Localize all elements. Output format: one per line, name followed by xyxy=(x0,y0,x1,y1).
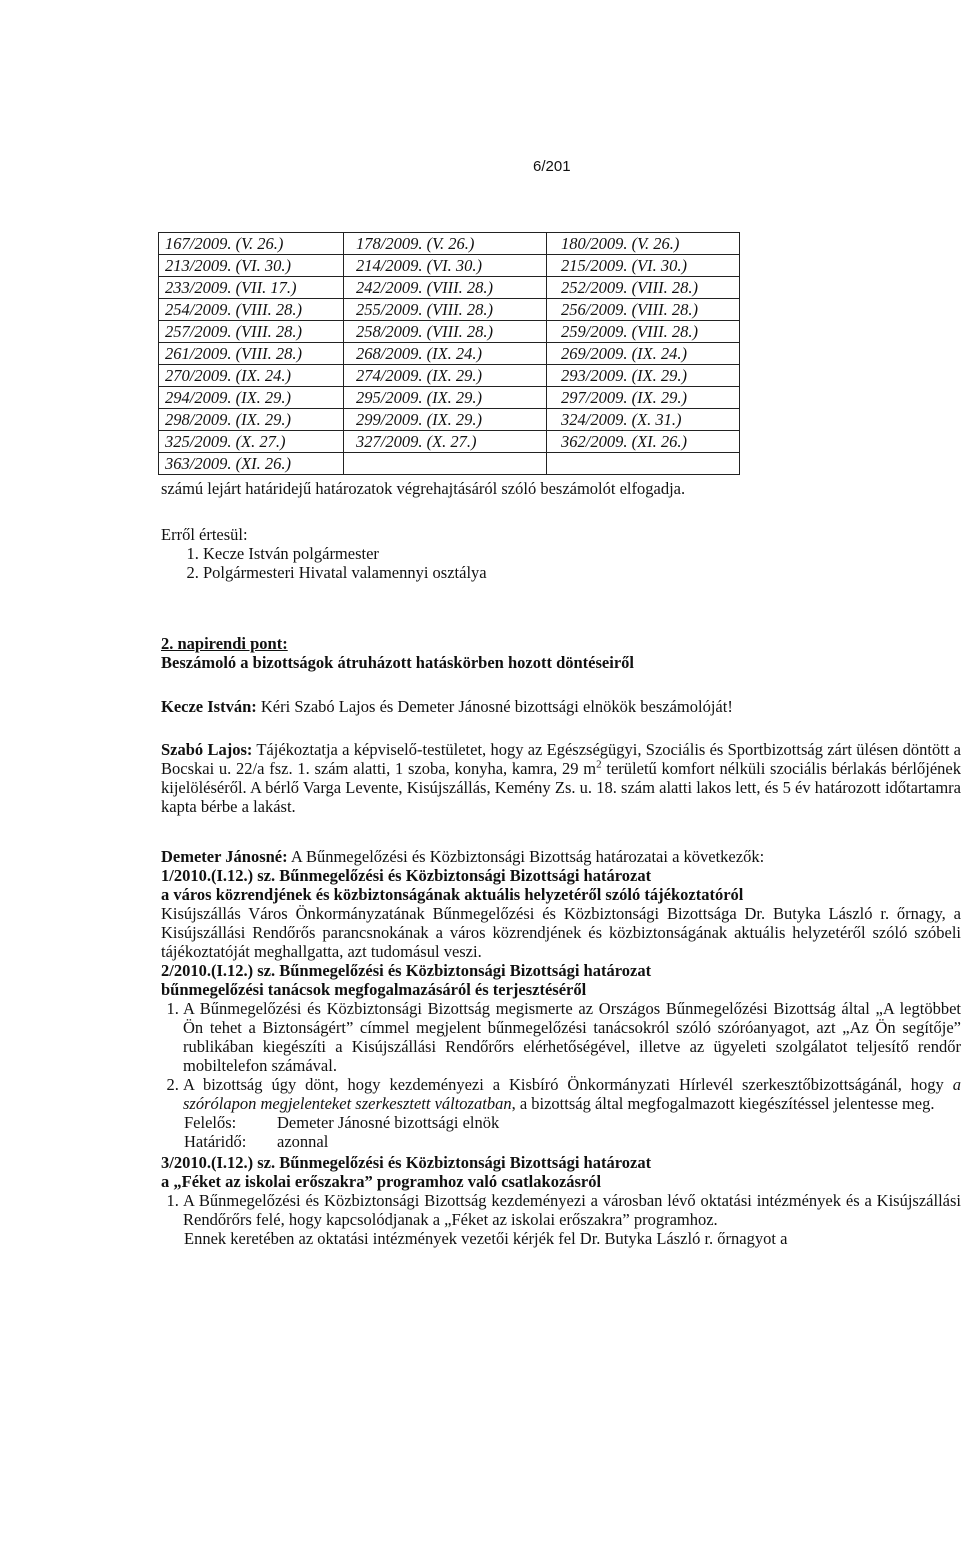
superscript: 2 xyxy=(596,758,602,771)
table-row xyxy=(159,233,740,255)
table-row xyxy=(159,343,740,365)
table-cell: 324/2009. (X. 31.) xyxy=(547,409,740,431)
table-cell: 242/2009. (VIII. 28.) xyxy=(344,277,547,299)
table-cell: 259/2009. (VIII. 28.) xyxy=(547,321,740,343)
speaker-text: A Bűnmegelőzési és Közbiztonsági Bizottság határozatai a következők: xyxy=(287,847,765,866)
resolution-1-subject: a város közrendjének és közbiztonságának aktuális helyzetéről szóló tájékoztatóról xyxy=(161,885,744,904)
table-cell: 294/2009. (IX. 29.) xyxy=(159,387,344,409)
responsible-value: Demeter Jánosné bizottsági elnök xyxy=(277,1113,500,1132)
table-cell: 180/2009. (V. 26.) xyxy=(547,233,740,255)
resolution-number: 3/2010.(I.12.) xyxy=(161,1153,254,1172)
resolution-3-subject: a „Féket az iskolai erőszakra” programhoz való csatlakozásról xyxy=(161,1172,602,1191)
table-row xyxy=(159,387,740,409)
resolution-reference-table xyxy=(158,232,740,475)
notify-item: 1. Kecze István polgármester xyxy=(203,544,961,563)
resolution-item-continuation: Ennek keretében az oktatási intézmények vezetői kérjék fel Dr. Butyka László r. őrnagyot a xyxy=(184,1229,788,1248)
resolution-number: 1/2010.(I.12.) xyxy=(161,866,254,885)
demeter-section xyxy=(161,847,961,1248)
table-row xyxy=(159,409,740,431)
table-cell: 254/2009. (VIII. 28.) xyxy=(159,299,344,321)
item-text: A bizottság úgy dönt, hogy kezdeményezi a Kisbíró Önkormányzati Hírlevél szerkesztőbizottságánál, hogy xyxy=(183,1075,953,1094)
table-cell: 327/2009. (X. 27.) xyxy=(344,431,547,453)
table-cell: 362/2009. (XI. 26.) xyxy=(547,431,740,453)
table-cell: 213/2009. (VI. 30.) xyxy=(159,255,344,277)
table-cell: 269/2009. (IX. 24.) xyxy=(547,343,740,365)
speaker-text: Tájékoztatja a képviselő-testületet, hogy az Egészségügyi, Szociális és Sportbizottság zárt ülésen döntött a Bocskai u. 22/a fsz. 1. szám alatti, 1 szoba, konyha, kamra, 29 m xyxy=(161,740,961,778)
table-cell: 274/2009. (IX. 29.) xyxy=(344,365,547,387)
table-cell xyxy=(547,453,740,475)
table-cell: 295/2009. (IX. 29.) xyxy=(344,387,547,409)
speaker-name: Kecze István: xyxy=(161,697,257,716)
table-row xyxy=(159,453,740,475)
notify-list xyxy=(161,544,961,582)
agenda-number: 2. napirendi pont: xyxy=(161,634,288,653)
table-cell: 258/2009. (VIII. 28.) xyxy=(344,321,547,343)
table-cell xyxy=(344,453,547,475)
agenda-title: Beszámoló a bizottságok átruházott hatáskörben hozott döntéseiről xyxy=(161,653,634,672)
notify-section xyxy=(161,525,961,582)
responsible-row xyxy=(161,1113,961,1151)
table-cell: 299/2009. (IX. 29.) xyxy=(344,409,547,431)
table-cell: 270/2009. (IX. 24.) xyxy=(159,365,344,387)
resolution-2-title xyxy=(161,961,961,980)
resolution-2-items xyxy=(161,999,961,1113)
resolution-item: 1. A Bűnmegelőzési és Közbiztonsági Bizottság megismerte az Országos Bűnmegelőzési Bizottság által „A legtöbbet Ön tehet a Biztonságért” címmel megjelent bűnmegelőzési tanácsokról szóló szóróanyagot, azt „Az Ön segítője” rublikában kiegészíti a Kisújszállási Rendőrőrs elérhetőségével, illetve az ügyeleti szolgálatot teljesítő rendőr mobiltelefon számával. xyxy=(183,999,961,1075)
table-cell: 252/2009. (VIII. 28.) xyxy=(547,277,740,299)
deadline-value: azonnal xyxy=(277,1132,329,1151)
table-row xyxy=(159,431,740,453)
table-cell: 293/2009. (IX. 29.) xyxy=(547,365,740,387)
speaker-text: Kéri Szabó Lajos és Demeter Jánosné bizottsági elnökök beszámolóját! xyxy=(256,697,733,716)
resolution-title: sz. Bűnmegelőzési és Közbiztonsági Bizottsági határozat xyxy=(253,1153,652,1172)
paragraph-kecze xyxy=(161,697,961,716)
table-row xyxy=(159,277,740,299)
table-cell: 257/2009. (VIII. 28.) xyxy=(159,321,344,343)
resolution-title: sz. Bűnmegelőzési és Közbiztonsági Bizottsági határozat xyxy=(253,961,652,980)
speaker-name: Demeter Jánosné: xyxy=(161,847,288,866)
table-cell: 268/2009. (IX. 24.) xyxy=(344,343,547,365)
resolution-3-items xyxy=(161,1191,961,1229)
table-cell: 167/2009. (V. 26.) xyxy=(159,233,344,255)
table-cell: 261/2009. (VIII. 28.) xyxy=(159,343,344,365)
notify-heading: Erről értesül: xyxy=(161,525,248,544)
resolution-3-title xyxy=(161,1153,961,1172)
resolution-1-title xyxy=(161,866,961,885)
page-number: 6/201 xyxy=(533,158,571,175)
speaker-text: területű komfort nélküli szociális bérlakás bérlőjének kijelöléséről. A bérlő Varga Levente, Kisújszállás, Kemény Zs. u. 18. szám alatti lakos lett, és 5 év határozott időtartamra kapta bérbe a lakást. xyxy=(161,759,961,816)
notify-item: 2. Polgármesteri Hivatal valamennyi osztálya xyxy=(203,563,961,582)
table-cell: 298/2009. (IX. 29.) xyxy=(159,409,344,431)
agenda-section xyxy=(161,634,961,672)
resolution-2-subject: bűnmegelőzési tanácsok megfogalmazásáról és terjesztéséről xyxy=(161,980,587,999)
resolution-item xyxy=(183,1075,961,1113)
resolution-title: sz. Bűnmegelőzési és Közbiztonsági Bizottsági határozat xyxy=(253,866,652,885)
item-italic-text: a szórólapon megjelenteket szerkesztett változatban xyxy=(183,1075,961,1113)
paragraph-szabo xyxy=(161,740,961,816)
resolution-item: 1. A Bűnmegelőzési és Közbiztonsági Bizottság kezdeményezi a városban lévő oktatási intézmények és a Kisújszállási Rendőrőrs felé, hogy kapcsolódjanak a „Féket az iskolai erőszakra” programhoz. xyxy=(183,1191,961,1229)
table-cell: 256/2009. (VIII. 28.) xyxy=(547,299,740,321)
table-cell: 363/2009. (XI. 26.) xyxy=(159,453,344,475)
responsible-label: Felelős: xyxy=(184,1113,237,1132)
speaker-name: Szabó Lajos: xyxy=(161,740,253,759)
item-text: , a bizottság által megfogalmazott kiegészítéssel jelentesse meg. xyxy=(511,1094,935,1113)
resolution-1-body: Kisújszállás Város Önkormányzatának Bűnmegelőzési és Közbiztonsági Bizottsága Dr. Butyka László r. őrnagy, a Kisújszállási Rendőrős parancsnokának a város közrendjének és közbiztonságának aktuális helyzetéről szóló szóbeli tájékoztatóját meghallgatta, azt tudomásul veszi. xyxy=(161,904,961,961)
table-cell: 325/2009. (X. 27.) xyxy=(159,431,344,453)
table-cell: 215/2009. (VI. 30.) xyxy=(547,255,740,277)
table-row xyxy=(159,255,740,277)
table-caption: számú lejárt határidejű határozatok végrehajtásáról szóló beszámolót elfogadja. xyxy=(161,479,686,498)
resolution-number: 2/2010.(I.12.) xyxy=(161,961,254,980)
table-cell: 255/2009. (VIII. 28.) xyxy=(344,299,547,321)
table-cell: 178/2009. (V. 26.) xyxy=(344,233,547,255)
table-row xyxy=(159,365,740,387)
table-cell: 297/2009. (IX. 29.) xyxy=(547,387,740,409)
table-row xyxy=(159,299,740,321)
table-row xyxy=(159,321,740,343)
deadline-label: Határidő: xyxy=(184,1132,247,1151)
table-cell: 214/2009. (VI. 30.) xyxy=(344,255,547,277)
table-cell: 233/2009. (VII. 17.) xyxy=(159,277,344,299)
